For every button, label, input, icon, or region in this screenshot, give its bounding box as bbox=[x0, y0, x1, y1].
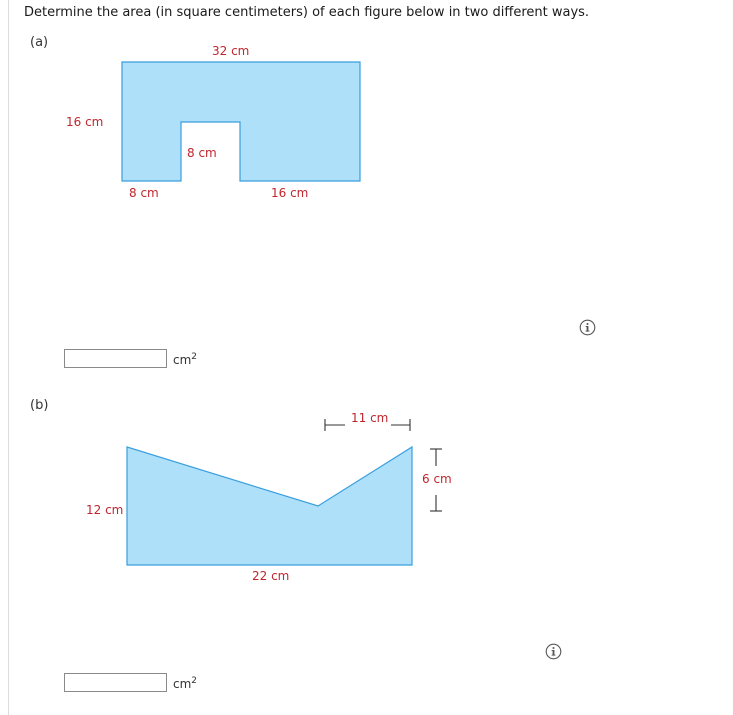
dim-b-top: 11 cm bbox=[351, 411, 389, 425]
dim-b-left: 12 cm bbox=[86, 503, 124, 517]
part-b-label: (b) bbox=[30, 398, 49, 413]
dim-a-top: 32 cm bbox=[212, 44, 250, 58]
unit-a-exp: 2 bbox=[191, 352, 198, 362]
part-a-label: (a) bbox=[30, 35, 49, 50]
figure-b-shape bbox=[127, 447, 412, 565]
dim-b-bottom: 22 cm bbox=[252, 569, 290, 583]
info-icon[interactable] bbox=[545, 643, 562, 660]
unit-b-exp: 2 bbox=[191, 676, 198, 686]
unit-a-base: cm bbox=[173, 353, 192, 367]
dim-a-bottom-right: 16 cm bbox=[271, 186, 309, 200]
dim-a-notch: 8 cm bbox=[187, 146, 217, 160]
dim-a-left: 16 cm bbox=[66, 115, 104, 129]
question-text: Determine the area (in square centimeters) of each figure below in two different ways. bbox=[24, 5, 590, 20]
dim-b-right: 6 cm bbox=[422, 472, 452, 486]
unit-b-base: cm bbox=[173, 677, 192, 691]
dim-a-bottom-left: 8 cm bbox=[129, 186, 159, 200]
unit-b bbox=[173, 676, 197, 691]
answer-input-b[interactable] bbox=[64, 673, 167, 692]
